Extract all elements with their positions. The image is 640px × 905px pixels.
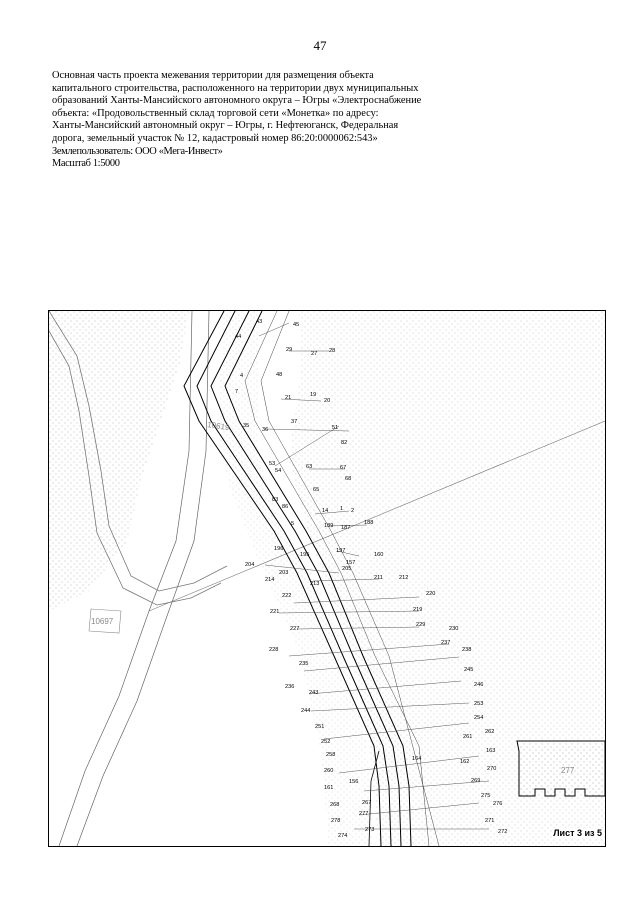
point-label: 19 [310,392,317,398]
point-label: 161 [324,785,334,791]
land-user-line: Землепользователь: ООО «Мега-Инвест» [52,145,223,157]
point-label: 189 [324,523,334,529]
point-label: 272 [498,829,508,835]
point-label: 220 [426,591,436,597]
page-number: 47 [313,38,327,53]
point-label: 83 [272,497,279,503]
point-label: 273 [365,827,375,833]
point-label: 258 [326,752,336,758]
point-label: 204 [245,562,255,568]
point-label: 229 [416,622,426,628]
point-label: 37 [291,419,298,425]
point-label: 221 [270,609,280,615]
point-label: 21 [285,395,292,401]
point-label: 196 [274,546,284,552]
point-label: 4 [240,373,244,379]
point-label: 262 [485,729,495,735]
header-line: образований Ханты-Мансийского автономного округа – Югры «Электроснабжение [52,95,422,107]
point-label: 195 [300,552,310,558]
point-label: 35 [243,423,250,429]
point-label: 261 [463,734,473,740]
point-label: 276 [493,801,503,807]
point-label: 86 [282,504,289,510]
point-label: 251 [315,724,325,730]
point-label: 236 [285,684,295,690]
map-drawing [49,311,605,846]
point-label: 222 [282,593,292,599]
point-label: 213 [310,581,320,587]
point-label: 68 [345,476,352,482]
header-line: Ханты-Мансийский автономный округ – Югры, г. Нефтеюганск, Федеральная [52,120,399,132]
header-line: дорога, земельный участок № 12, кадастровый номер 86:20:0000062:543» [52,132,378,144]
point-label: 268 [330,802,340,808]
point-label: 230 [449,626,459,632]
point-label: 228 [269,647,279,653]
scale-line: Масштаб 1:5000 [52,158,120,170]
point-label: 54 [275,468,282,474]
survey-map [48,310,606,847]
point-label: 243 [309,690,319,696]
sheet-label: Лист 3 из 5 [553,828,602,838]
point-label: 162 [460,759,470,765]
point-label: 14 [322,508,329,514]
point-label: 245 [464,667,474,673]
parcel-label: 10619 [206,420,231,433]
point-label: 163 [486,748,496,754]
point-label: 156 [349,779,359,785]
header-line: капитального строительства, расположенного на территории двух муниципальных [52,82,419,94]
point-label: 244 [301,708,311,714]
point-label: 274 [338,833,348,839]
point-label: 63 [306,464,313,470]
header-line: Основная часть проекта межевания территории для размещения объекта [52,70,374,81]
point-label: 188 [364,520,374,526]
point-label: 28 [329,348,336,354]
point-label: 67 [340,465,347,471]
point-label: 211 [374,575,383,581]
point-label: 237 [441,640,451,646]
point-label: 246 [474,682,484,688]
point-label: 160 [374,552,384,558]
point-label: 20 [324,398,331,404]
point-label: 65 [313,487,320,493]
point-label: 27 [311,351,318,357]
document-header [52,70,552,171]
point-label: 5 [291,521,295,527]
point-label: 2 [351,508,355,514]
point-label: 253 [474,701,484,707]
point-label: 1 [340,506,344,512]
point-label: 82 [341,440,348,446]
point-label: 203 [279,570,289,576]
point-label: 227 [290,626,300,632]
point-label: 45 [293,322,300,328]
header-line: объекта: «Продовольственный склад торговой сети «Монетка» по адресу: [52,107,379,119]
point-label: 212 [399,575,409,581]
dotted-zone-left [49,311,189,611]
point-label: 214 [265,577,275,583]
point-label: 252 [321,739,331,745]
point-label: 53 [269,461,276,467]
point-label: 205 [342,566,352,572]
point-label: 270 [487,766,497,772]
point-label: 219 [413,607,423,613]
point-label: 260 [324,768,334,774]
point-label: 44 [235,334,242,340]
point-label: 7 [235,389,239,395]
point-label: 269 [471,778,481,784]
point-label: 197 [336,548,346,554]
point-label: 187 [341,525,351,531]
point-label: 275 [481,793,491,799]
point-label: 43 [256,319,263,325]
point-label: 36 [262,427,269,433]
point-label: 238 [462,647,472,653]
point-label: 29 [286,347,293,353]
point-label: 235 [299,661,309,667]
point-label: 157 [346,560,356,566]
point-label: 51 [332,425,339,431]
point-label: 271 [485,818,495,824]
point-label: 267 [362,800,372,806]
parcel-label: 277 [561,766,575,775]
parcel-label: 10697 [91,617,114,626]
point-label: 164 [412,756,422,762]
point-label: 278 [331,818,341,824]
point-label: 277 [359,811,369,817]
point-label: 48 [276,372,283,378]
point-label: 254 [474,715,484,721]
